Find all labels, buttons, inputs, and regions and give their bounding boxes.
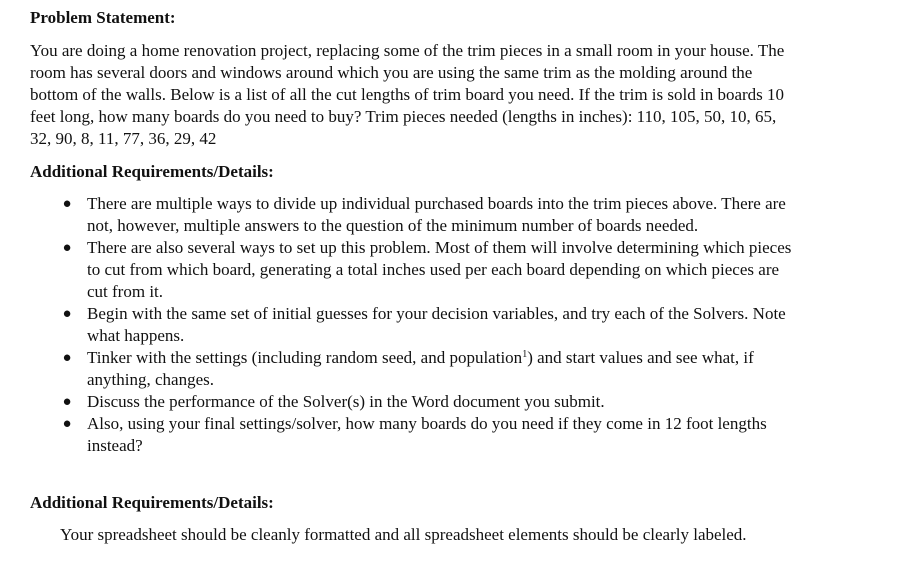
problem-line: You are doing a home renovation project, replacing some of the trim pieces in a small room in your house. The: [30, 41, 785, 60]
requirement-item: [0, 347, 920, 391]
additional-requirements-text: Your spreadsheet should be cleanly formatted and all spreadsheet elements should be clearly labeled.: [60, 525, 747, 544]
requirement-text: Tinker with the settings (including random seed, and population: [87, 348, 523, 367]
requirement-line: instead?: [87, 436, 143, 455]
requirement-item: [0, 303, 920, 347]
problem-line: 32, 90, 8, 11, 77, 36, 29, 42: [30, 129, 217, 148]
additional-requirements-heading: Additional Requirements/Details:: [30, 493, 274, 512]
bullet-icon: ●: [62, 394, 72, 410]
requirements-heading: Additional Requirements/Details:: [30, 162, 274, 181]
requirement-line: anything, changes.: [87, 370, 214, 389]
bullet-icon: ●: [62, 306, 72, 322]
requirement-line: Begin with the same set of initial guesses for your decision variables, and try each of the Solvers. Note: [87, 304, 786, 323]
requirement-item: [0, 391, 920, 413]
requirement-line: not, however, multiple answers to the question of the minimum number of boards needed.: [87, 216, 699, 235]
bullet-icon: ●: [62, 196, 72, 212]
requirement-text: ) and start values and see what, if: [527, 348, 754, 367]
requirement-line: Also, using your final settings/solver, how many boards do you need if they come in 12 foot lengths: [87, 414, 767, 433]
requirement-line: [87, 347, 920, 369]
requirement-item: [0, 413, 920, 457]
requirements-list: [0, 193, 920, 457]
bullet-icon: ●: [62, 350, 72, 366]
problem-line: feet long, how many boards do you need to buy? Trim pieces needed (lengths in inches): 110, 105, 50, 10, 65,: [30, 107, 777, 126]
problem-line: bottom of the walls. Below is a list of all the cut lengths of trim board you need. If the trim is sold in boards 10: [30, 85, 785, 104]
requirement-line: cut from it.: [87, 282, 164, 301]
requirement-line: to cut from which board, generating a total inches used per each board depending on which pieces are: [87, 260, 780, 279]
requirement-line: There are also several ways to set up this problem. Most of them will involve determining which pieces: [87, 238, 792, 257]
requirement-line: There are multiple ways to divide up individual purchased boards into the trim pieces above. There are: [87, 194, 786, 213]
problem-statement-heading: Problem Statement:: [30, 8, 176, 27]
footnote-marker: 1: [522, 349, 528, 360]
requirement-line: Discuss the performance of the Solver(s) in the Word document you submit.: [87, 392, 605, 411]
requirement-item: [0, 193, 920, 237]
requirement-line: what happens.: [87, 326, 185, 345]
requirement-item: [0, 237, 920, 303]
bullet-icon: ●: [62, 240, 72, 256]
problem-statement-text: [30, 40, 910, 150]
problem-line: room has several doors and windows around which you are using the same trim as the molding around the: [30, 63, 753, 82]
bullet-icon: ●: [62, 416, 72, 432]
